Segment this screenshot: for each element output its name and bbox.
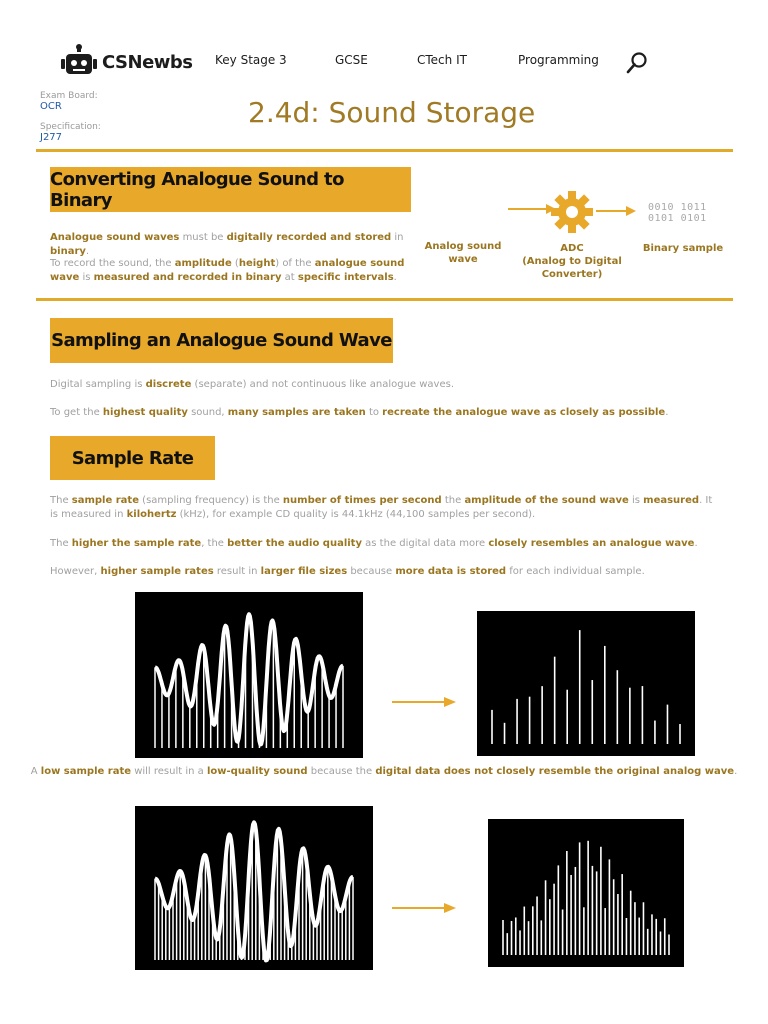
- text-run: is: [628, 495, 644, 506]
- highlighted-text: kilohertz: [126, 509, 177, 520]
- section-heading-sample-rate: Sample Rate: [50, 436, 215, 480]
- adc-diagram: [418, 190, 738, 290]
- highlighted-text: better the audio quality: [227, 538, 362, 549]
- text-run: To record the sound, the: [50, 258, 175, 269]
- highlighted-text: analogue sound wave: [50, 258, 405, 283]
- section-heading-sampling: Sampling an Analogue Sound Wave: [50, 318, 393, 363]
- nav-gcse[interactable]: GCSE: [335, 53, 368, 67]
- highlighted-text: low-quality sound: [206, 766, 308, 777]
- arrow-icon: [392, 695, 456, 709]
- text-run: (sampling frequency) is the: [139, 495, 283, 506]
- gear-icon: [550, 190, 594, 234]
- robot-icon: [60, 44, 98, 78]
- search-icon[interactable]: [625, 51, 649, 75]
- text-run: .: [694, 538, 698, 549]
- brand-name: CSNewbs: [102, 52, 193, 73]
- highlighted-text: height: [238, 258, 276, 269]
- text-run: in: [391, 232, 404, 243]
- highlighted-text: amplitude of the sound wave: [464, 495, 629, 506]
- highlighted-text: higher the sample rate: [71, 538, 202, 549]
- converting-paragraph-2: [50, 257, 420, 285]
- exam-board-link[interactable]: OCR: [40, 101, 62, 112]
- divider: [36, 298, 733, 301]
- highlighted-text: closely resembles an analogue wave: [488, 538, 695, 549]
- highlighted-text: amplitude: [174, 258, 232, 269]
- highlighted-text: highest quality: [102, 407, 188, 418]
- text-run: .: [85, 246, 90, 257]
- text-run: ) of the: [275, 258, 315, 269]
- analog-wave-label: Analog sound wave: [424, 241, 502, 265]
- text-run: as the digital data more: [361, 538, 489, 549]
- text-run: must be: [179, 232, 227, 243]
- text-run: sound,: [187, 407, 228, 418]
- divider: [36, 149, 733, 152]
- spec-link[interactable]: J277: [40, 132, 63, 143]
- sample-rate-paragraph-3: [50, 565, 720, 579]
- text-run: to: [365, 407, 383, 418]
- text-run: .: [734, 766, 738, 777]
- sample-rate-paragraph-1: [50, 494, 720, 522]
- binary-output: 0010 1011 0101 0101: [648, 202, 707, 224]
- analog-wave-image: [135, 592, 363, 758]
- page-title: 2.4d: Sound Storage: [248, 96, 536, 129]
- highlighted-text: many samples are taken: [227, 407, 366, 418]
- text-run: The: [50, 538, 72, 549]
- low-rate-samples-image: [477, 611, 695, 756]
- sample-rate-paragraph-2: [50, 537, 720, 551]
- text-run: is: [79, 272, 94, 283]
- highlighted-text: binary: [50, 246, 86, 257]
- text-run: A: [30, 766, 41, 777]
- text-run: (separate) and not continuous like analogue waves.: [191, 379, 455, 390]
- highlighted-text: recreate the analogue wave as closely as possible: [382, 407, 666, 418]
- analog-wave-image: [135, 806, 373, 970]
- highlighted-text: specific intervals: [297, 272, 394, 283]
- highlighted-text: measured: [643, 495, 700, 506]
- text-run: result in: [213, 566, 261, 577]
- low-sample-rate-caption: [20, 765, 748, 779]
- text-run: .: [665, 407, 669, 418]
- text-run: (kHz), for example CD quality is 44.1kHz (44,100 samples per second).: [176, 509, 536, 520]
- highlighted-text: number of times per second: [282, 495, 442, 506]
- site-logo[interactable]: [60, 44, 200, 80]
- text-run: the: [441, 495, 465, 506]
- highlighted-text: sample rate: [71, 495, 139, 506]
- text-run: at: [281, 272, 298, 283]
- exam-board-label: Exam Board:: [40, 91, 98, 101]
- nav-ctech-it[interactable]: CTech IT: [417, 53, 467, 67]
- text-run: (: [231, 258, 239, 269]
- text-run: . It is measured in: [50, 495, 713, 520]
- arrow-icon: [392, 901, 456, 915]
- highlighted-text: discrete: [145, 379, 192, 390]
- nav-programming[interactable]: Programming: [518, 53, 599, 67]
- highlighted-text: larger file sizes: [260, 566, 348, 577]
- highlighted-text: measured and recorded in binary: [93, 272, 282, 283]
- sampling-paragraph-2: [50, 406, 730, 420]
- text-run: will result in a: [131, 766, 207, 777]
- text-run: To get the: [50, 407, 103, 418]
- highlighted-text: Analogue sound waves: [50, 232, 180, 243]
- arrow-icon: [596, 204, 636, 218]
- text-run: because: [347, 566, 396, 577]
- highlighted-text: digitally recorded and stored: [226, 232, 392, 243]
- spec-label: Specification:: [40, 122, 101, 132]
- text-run: However,: [50, 566, 101, 577]
- highlighted-text: higher sample rates: [100, 566, 214, 577]
- high-rate-samples-image: [488, 819, 684, 967]
- adc-label: ADC (Analog to Digital Converter): [522, 243, 622, 280]
- arrow-icon: [508, 202, 556, 216]
- text-run: because the: [307, 766, 376, 777]
- text-run: , the: [201, 538, 228, 549]
- section-heading-converting: Converting Analogue Sound to Binary: [50, 167, 411, 212]
- highlighted-text: digital data does not closely resemble the original analog wave: [375, 766, 735, 777]
- nav-key-stage-3[interactable]: Key Stage 3: [215, 53, 287, 67]
- sampling-paragraph-1: [50, 378, 730, 392]
- converting-paragraph-1: [50, 231, 410, 259]
- text-run: for each individual sample.: [506, 566, 645, 577]
- highlighted-text: more data is stored: [395, 566, 507, 577]
- highlighted-text: low sample rate: [40, 766, 132, 777]
- binary-sample-label: Binary sample: [642, 243, 724, 254]
- text-run: .: [393, 272, 397, 283]
- text-run: The: [50, 495, 72, 506]
- text-run: Digital sampling is: [50, 379, 146, 390]
